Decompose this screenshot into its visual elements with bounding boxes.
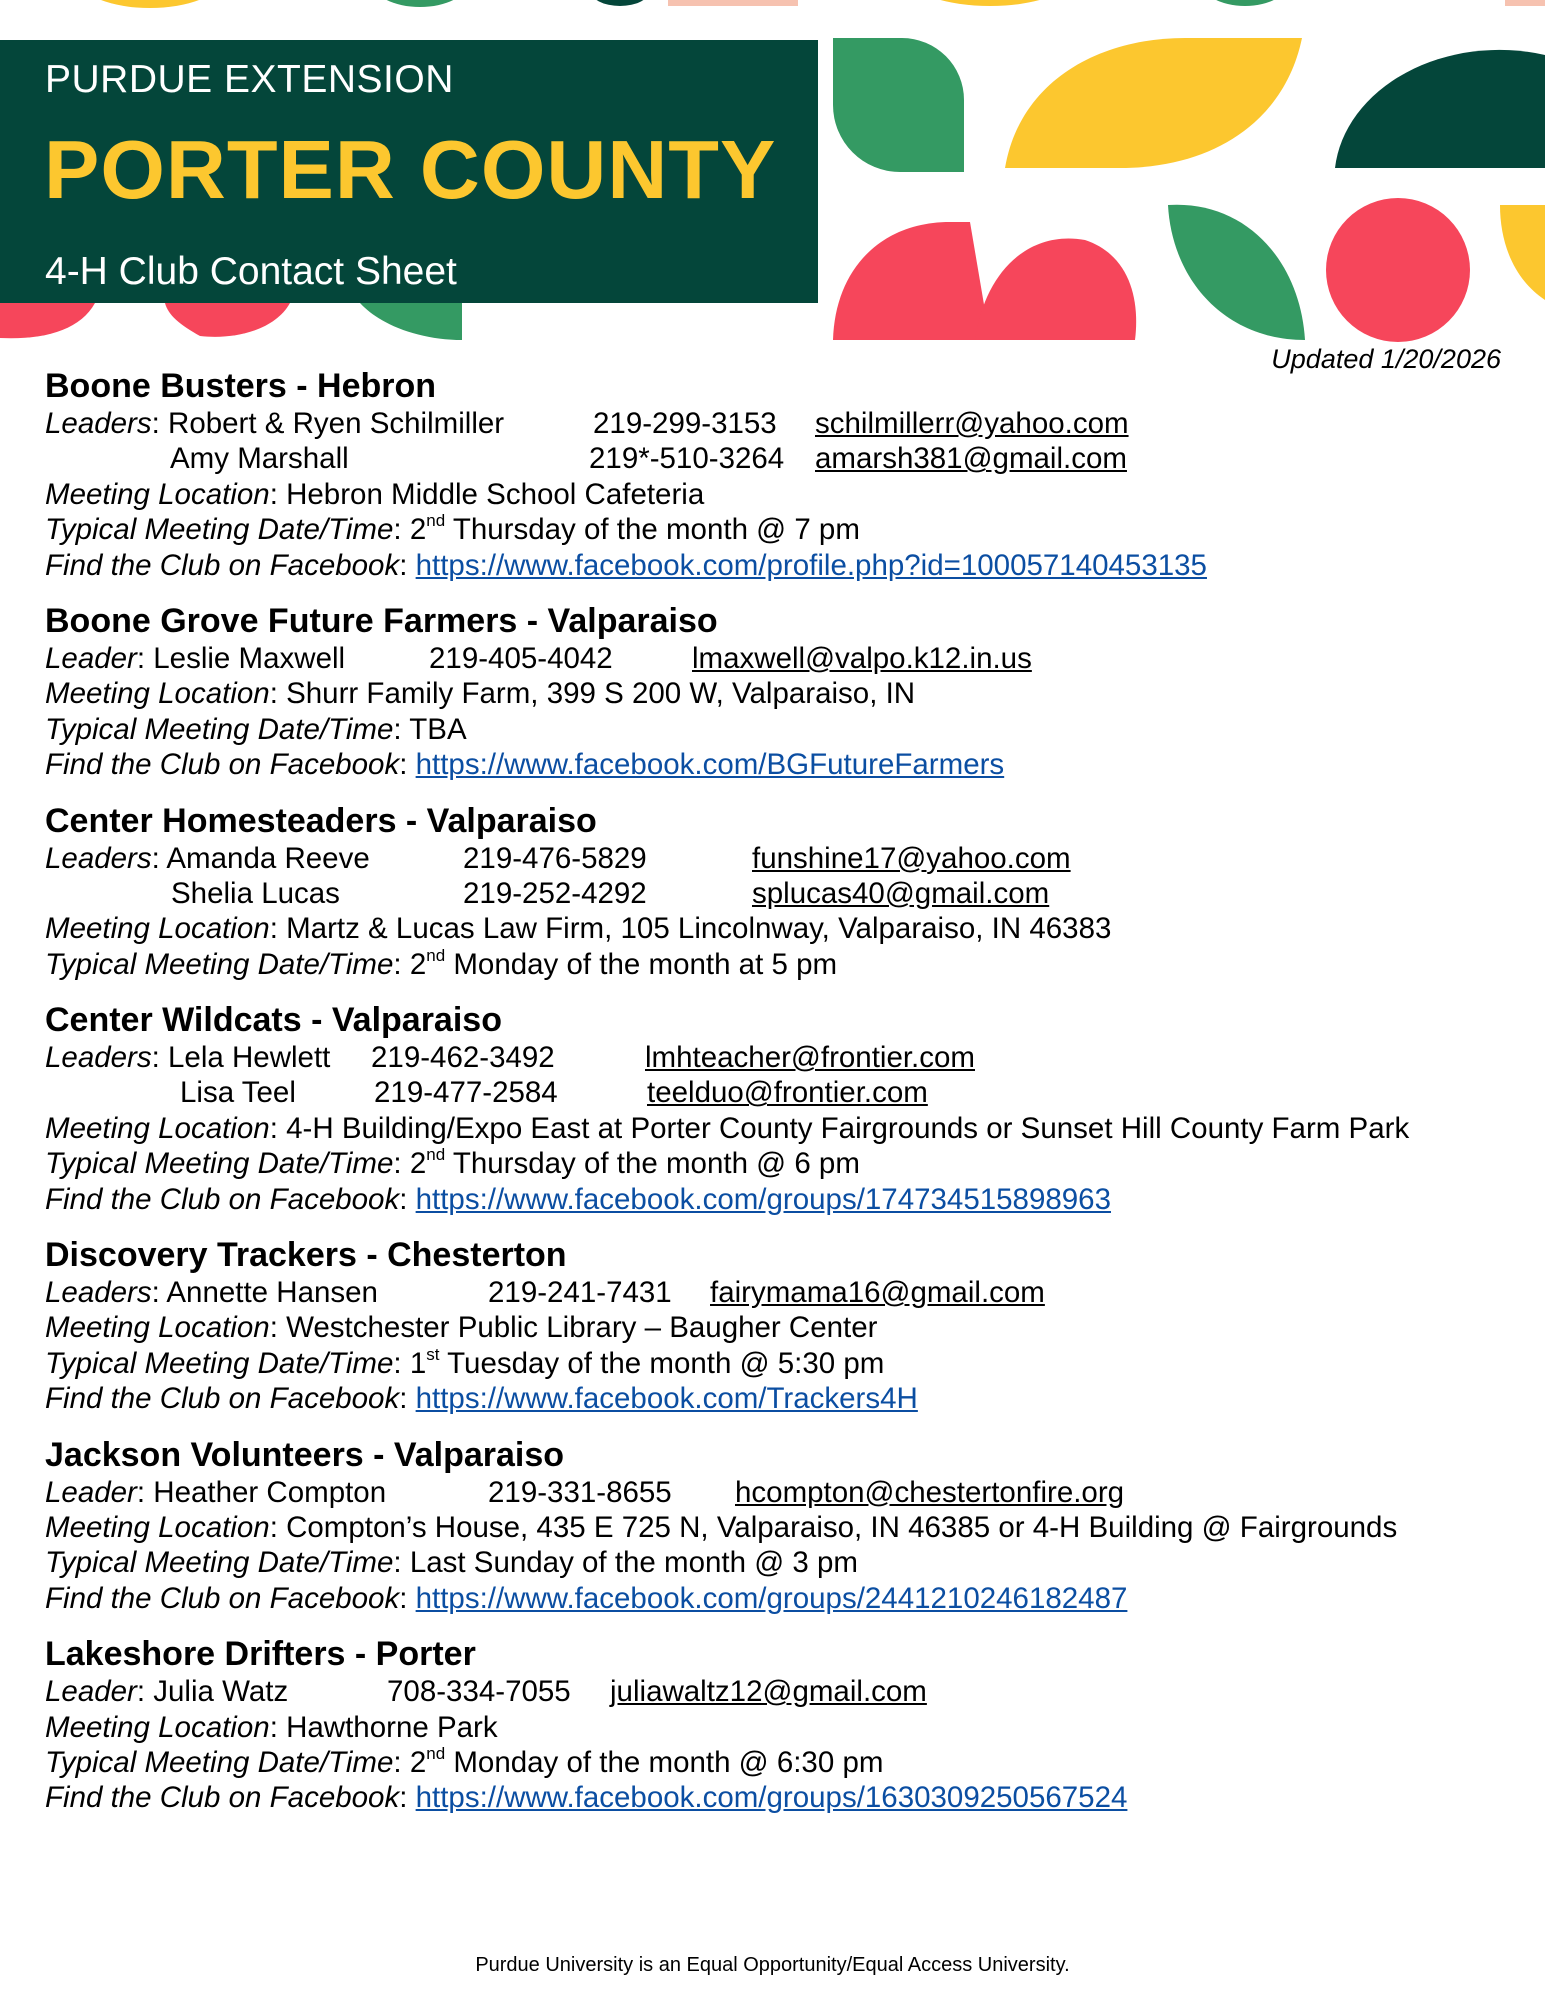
club-entry [45, 366, 1515, 583]
shape-green-leaf [833, 38, 964, 172]
datetime-label: Typical Meeting Date/Time [45, 1346, 394, 1380]
location-label: Meeting Location [45, 912, 270, 946]
leader-email[interactable]: schilmillerr@yahoo.com [815, 407, 1129, 440]
location-row: Meeting Location: Shurr Family Farm, 399 S 200 W, Valparaiso, IN [45, 677, 916, 711]
datetime-row: Typical Meeting Date/Time: TBA [45, 712, 467, 746]
shape-red-leaf-1 [833, 222, 990, 340]
leader-name: Leslie Maxwell [153, 641, 346, 675]
location-row: Meeting Location: 4-H Building/Expo East at Porter County Fairgrounds or Sunset Hill County Farm Park [45, 1111, 1410, 1145]
club-entry [45, 1634, 1515, 1816]
club-name: Center Wildcats - Valparaiso [45, 1001, 502, 1040]
shape-top-yellow [80, 0, 220, 8]
club-entry [45, 601, 1515, 783]
leaders-label: Leaders [45, 1041, 152, 1075]
leader-phone: 219-405-4042 [429, 641, 613, 675]
facebook-row: Find the Club on Facebook: https://www.facebook.com/groups/174734515898963 [45, 1182, 1111, 1216]
leader-email[interactable]: lmaxwell@valpo.k12.in.us [692, 641, 1032, 675]
leader-row: Leader: Leslie Maxwell 219-405-4042 lmaxwell@valpo.k12.in.us [45, 641, 1032, 675]
location-label: Meeting Location [45, 1710, 270, 1744]
leader-label: Leader [45, 1475, 137, 1509]
leader-label: Leader [45, 1675, 137, 1709]
club-entry [45, 1000, 1515, 1217]
club-entry [45, 1235, 1515, 1417]
datetime-value: Monday of the month @ 6:30 pm [445, 1745, 884, 1779]
location-label: Meeting Location [45, 477, 270, 511]
location-label: Meeting Location [45, 1311, 270, 1345]
datetime-value: Monday of the month at 5 pm [445, 947, 838, 981]
leader-row: Leaders: Amanda Reeve 219-476-5829 funshine17@yahoo.com [45, 841, 1071, 875]
leader-email[interactable]: fairymama16@gmail.com [710, 1276, 1045, 1310]
leader-phone: 219-241-7431 [488, 1276, 672, 1310]
club-name: Jackson Volunteers - Valparaiso [45, 1435, 565, 1474]
datetime-suffix: nd [426, 1145, 446, 1165]
datetime-row: Typical Meeting Date/Time: Last Sunday of the month @ 3 pm [45, 1546, 858, 1580]
leader-phone: 219-462-3492 [371, 1041, 555, 1075]
location-value: Hawthorne Park [286, 1710, 498, 1744]
shape-red-half [975, 238, 1136, 340]
shape-top-peach-2 [1505, 0, 1545, 6]
location-value: Shurr Family Farm, 399 S 200 W, Valparaiso, IN [286, 677, 916, 711]
shape-red-circle [1326, 198, 1470, 342]
datetime-label: Typical Meeting Date/Time [45, 1745, 394, 1779]
datetime-value: Thursday of the month @ 6 pm [445, 1147, 860, 1181]
leader-name: Amanda Reeve [166, 841, 370, 875]
datetime-label: Typical Meeting Date/Time [45, 712, 394, 746]
location-row: Meeting Location: Westchester Public Library – Baugher Center [45, 1311, 878, 1345]
shape-top-peach-1 [668, 0, 798, 6]
leader-phone: 219-477-2584 [374, 1076, 558, 1110]
facebook-row: Find the Club on Facebook: https://www.facebook.com/groups/2441210246182487 [45, 1581, 1128, 1615]
datetime-num: 1 [409, 1346, 427, 1380]
location-label: Meeting Location [45, 1111, 270, 1145]
facebook-row: Find the Club on Facebook: https://www.facebook.com/groups/1630309250567524 [45, 1781, 1128, 1815]
leader-phone: 219-299-3153 [593, 407, 777, 440]
leader-phone: 219*-510-3264 [589, 442, 785, 476]
leader-label: Leader [45, 641, 137, 675]
club-list [45, 366, 1515, 1834]
location-row: Meeting Location: Hebron Middle School Cafeteria [45, 477, 705, 511]
shape-yellow-edge [1500, 205, 1545, 300]
header-title: PORTER COUNTY [44, 123, 777, 216]
datetime-label: Typical Meeting Date/Time [45, 1147, 394, 1181]
datetime-row: Typical Meeting Date/Time: 2nd Monday of the month @ 6:30 pm [45, 1744, 884, 1779]
leader-email[interactable]: lmhteacher@frontier.com [645, 1041, 975, 1075]
leader-name: Shelia Lucas [171, 876, 340, 910]
facebook-link[interactable]: https://www.facebook.com/groups/174734515898963 [415, 1182, 1111, 1216]
shape-top-green-3 [1200, 0, 1290, 6]
leader-row: Leader: Julia Watz 708-334-7055 juliawaltz12@gmail.com [45, 1675, 927, 1709]
leader-name: Annette Hansen [166, 1276, 378, 1310]
leader-phone: 219-252-4292 [463, 876, 647, 910]
club-name: Discovery Trackers - Chesterton [45, 1236, 567, 1275]
facebook-label: Find the Club on Facebook [45, 1781, 400, 1815]
facebook-row: Find the Club on Facebook: https://www.facebook.com/profile.php?id=100057140453135 [45, 548, 1207, 582]
club-entry [45, 1435, 1515, 1617]
location-row: Meeting Location: Martz & Lucas Law Firm, 105 Lincolnway, Valparaiso, IN 46383 [45, 912, 1112, 946]
leader-email[interactable]: funshine17@yahoo.com [752, 841, 1071, 875]
shape-top-green-2 [590, 0, 650, 6]
leader-row [45, 1075, 1515, 1110]
leader-row: Leaders: Annette Hansen 219-241-7431 fairymama16@gmail.com [45, 1276, 1045, 1310]
datetime-suffix: nd [426, 945, 446, 965]
club-name: Boone Busters - Hebron [45, 367, 437, 405]
location-value: 4-H Building/Expo East at Porter County Fairgrounds or Sunset Hill County Farm Park [286, 1111, 1410, 1145]
datetime-num: 2 [409, 947, 427, 981]
club-name: Boone Grove Future Farmers - Valparaiso [45, 601, 718, 640]
facebook-link[interactable]: https://www.facebook.com/groups/1630309250567524 [415, 1781, 1128, 1815]
shape-yellow-leaf [1005, 38, 1302, 168]
location-value: Hebron Middle School Cafeteria [286, 477, 705, 511]
shape-red-under-2 [165, 303, 290, 337]
datetime-row: Typical Meeting Date/Time: 2nd Thursday of the month @ 6 pm [45, 1145, 860, 1181]
location-label: Meeting Location [45, 1510, 270, 1544]
header-subtitle: PURDUE EXTENSION [45, 58, 454, 101]
leader-email[interactable]: hcompton@chestertonfire.org [735, 1475, 1125, 1509]
facebook-label: Find the Club on Facebook [45, 1382, 400, 1416]
shape-green-under [360, 303, 462, 340]
datetime-label: Typical Meeting Date/Time [45, 513, 394, 547]
location-value: Compton’s House, 435 E 725 N, Valparaiso, IN 46385 or 4-H Building @ Fairgrounds [286, 1510, 1398, 1544]
location-row: Meeting Location: Hawthorne Park [45, 1710, 498, 1744]
leaders-label: Leaders [45, 841, 152, 875]
shape-darkgreen-half [1335, 50, 1545, 168]
location-value: Martz & Lucas Law Firm, 105 Lincolnway, Valparaiso, IN 46383 [286, 912, 1112, 946]
facebook-row: Find the Club on Facebook: https://www.facebook.com/Trackers4H [45, 1382, 918, 1416]
leader-name: Julia Watz [153, 1675, 289, 1709]
leader-email[interactable]: amarsh381@gmail.com [815, 442, 1127, 476]
leader-row [45, 441, 1515, 476]
datetime-label: Typical Meeting Date/Time [45, 947, 394, 981]
datetime-value: TBA [409, 712, 467, 746]
leader-name: Lisa Teel [180, 1076, 296, 1110]
leaders-label: Leaders [45, 1276, 152, 1310]
facebook-link[interactable]: https://www.facebook.com/profile.php?id=100057140453135 [415, 548, 1207, 582]
shape-top-green [372, 0, 468, 7]
facebook-label: Find the Club on Facebook [45, 748, 400, 782]
datetime-value: Last Sunday of the month @ 3 pm [409, 1546, 858, 1580]
updated-date: Updated 1/20/2026 [1271, 344, 1501, 374]
datetime-suffix: nd [426, 511, 446, 531]
datetime-suffix: st [426, 1344, 440, 1364]
club-name: Lakeshore Drifters - Porter [45, 1635, 476, 1674]
location-value: Westchester Public Library – Baugher Center [286, 1311, 878, 1345]
datetime-row: Typical Meeting Date/Time: 2nd Thursday of the month @ 7 pm [45, 511, 860, 547]
leader-email[interactable]: teelduo@frontier.com [647, 1076, 928, 1110]
footer-statement: Purdue University is an Equal Opportunity/Equal Access University. [475, 1954, 1070, 1976]
leader-email[interactable]: juliawaltz12@gmail.com [610, 1675, 927, 1709]
club-entry [45, 801, 1515, 983]
shape-green-leaf-2 [1168, 205, 1305, 340]
facebook-label: Find the Club on Facebook [45, 1182, 400, 1216]
leader-name: Amy Marshall [170, 442, 349, 476]
facebook-link[interactable]: https://www.facebook.com/groups/2441210246182487 [415, 1581, 1128, 1615]
datetime-row: Typical Meeting Date/Time: 2nd Monday of the month at 5 pm [45, 945, 838, 981]
shape-top-yellow-2 [910, 0, 1070, 6]
header-caption: 4-H Club Contact Sheet [45, 250, 457, 293]
leader-name: Robert & Ryen Schilmiller [168, 407, 505, 440]
datetime-value: Tuesday of the month @ 5:30 pm [439, 1346, 885, 1380]
location-label: Meeting Location [45, 677, 270, 711]
datetime-value: Thursday of the month @ 7 pm [445, 513, 860, 547]
shape-red-under-1 [0, 303, 95, 338]
datetime-num: 2 [409, 1745, 427, 1779]
datetime-num: 2 [409, 513, 427, 547]
facebook-row: Find the Club on Facebook: https://www.facebook.com/BGFutureFarmers [45, 748, 1005, 782]
leader-row [45, 876, 1515, 911]
leader-phone: 219-331-8655 [488, 1475, 672, 1509]
leader-phone: 219-476-5829 [463, 841, 647, 875]
datetime-suffix: nd [426, 1744, 446, 1764]
leaders-label: Leaders [45, 407, 152, 440]
facebook-label: Find the Club on Facebook [45, 548, 400, 582]
datetime-label: Typical Meeting Date/Time [45, 1546, 394, 1580]
leader-email[interactable]: splucas40@gmail.com [752, 876, 1050, 910]
location-row: Meeting Location: Compton’s House, 435 E 725 N, Valparaiso, IN 46385 or 4-H Building @ Fairgrounds [45, 1510, 1398, 1544]
facebook-link[interactable]: https://www.facebook.com/BGFutureFarmers [415, 748, 1005, 782]
leader-row: Leader: Heather Compton 219-331-8655 hcompton@chestertonfire.org [45, 1475, 1125, 1509]
leader-row: Leaders: Robert & Ryen Schilmiller 219-299-3153 schilmillerr@yahoo.com [45, 407, 1129, 440]
leader-name: Heather Compton [153, 1475, 387, 1509]
leader-row: Leaders: Lela Hewlett 219-462-3492 lmhteacher@frontier.com [45, 1041, 975, 1075]
facebook-link[interactable]: https://www.facebook.com/Trackers4H [415, 1382, 918, 1416]
leader-name: Lela Hewlett [168, 1041, 331, 1075]
club-name: Center Homesteaders - Valparaiso [45, 801, 597, 840]
datetime-num: 2 [409, 1147, 427, 1181]
datetime-row: Typical Meeting Date/Time: 1st Tuesday of the month @ 5:30 pm [45, 1344, 885, 1380]
facebook-label: Find the Club on Facebook [45, 1581, 400, 1615]
leader-phone: 708-334-7055 [387, 1675, 571, 1709]
